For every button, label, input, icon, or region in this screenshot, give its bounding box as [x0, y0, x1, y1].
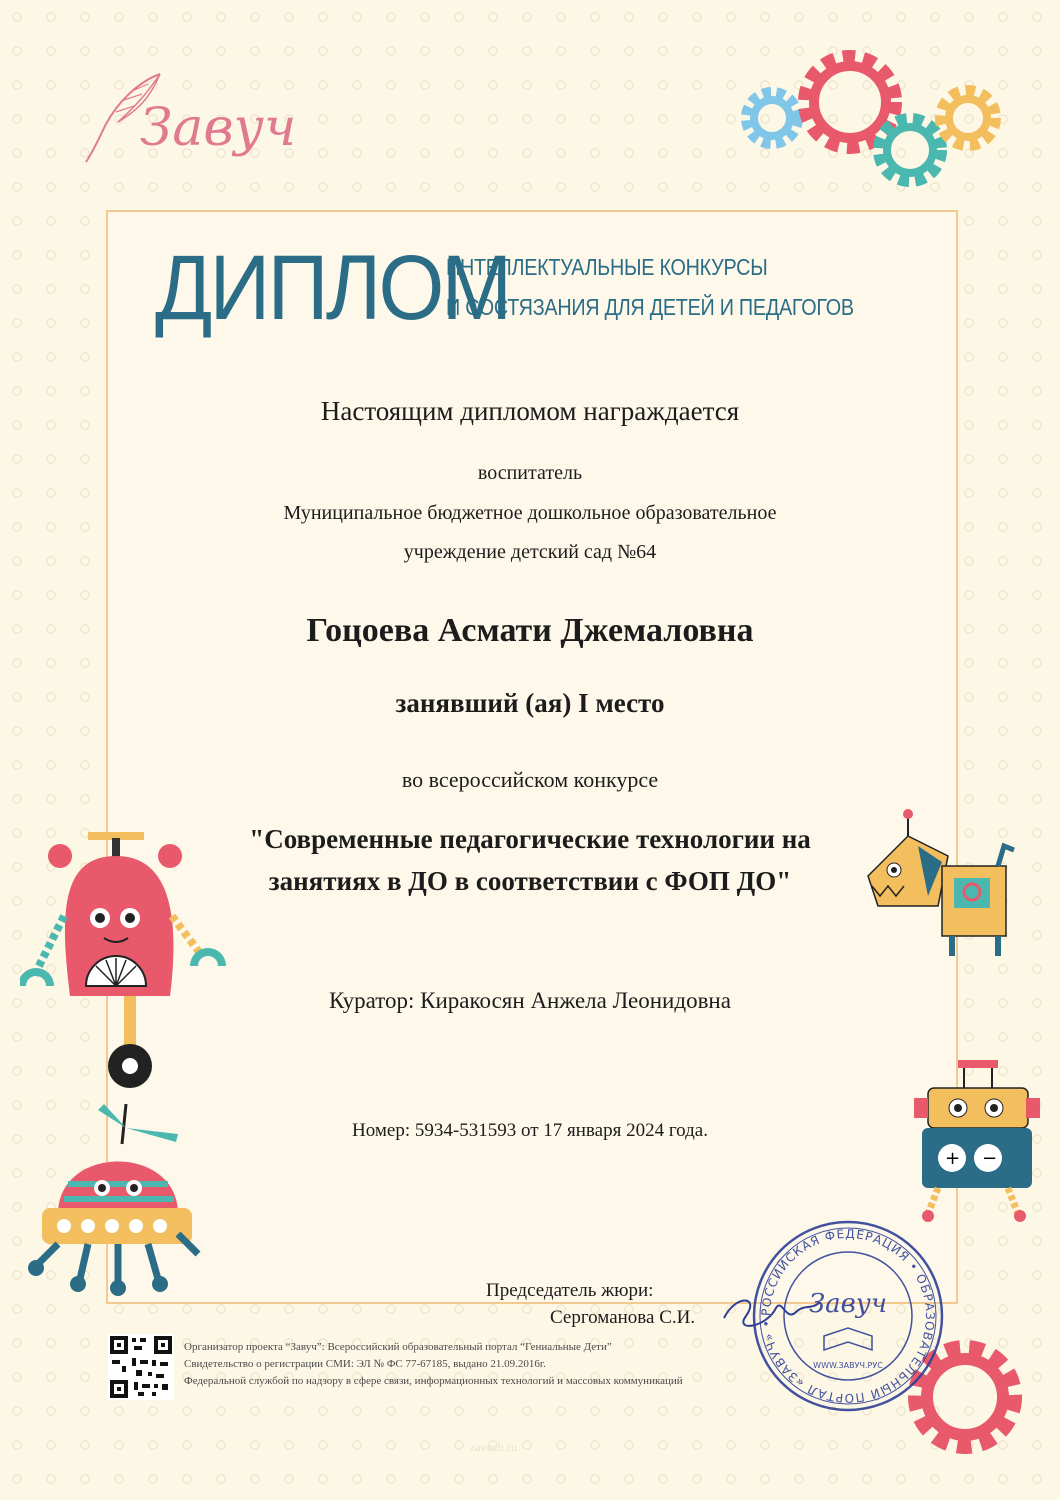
recipient-role: воспитатель: [477, 462, 583, 484]
gear-icon: [748, 94, 796, 142]
curator-text: Куратор: Киракосян Анжела Леонидовна: [329, 988, 731, 1013]
svg-text:+: +: [945, 1148, 961, 1169]
svg-text:WWW.ЗАВУЧ.РУС: WWW.ЗАВУЧ.РУС: [813, 1361, 883, 1370]
gear-icon: [942, 92, 994, 144]
place-text: занявший (ая) I место: [395, 688, 665, 718]
jury-chair-name: Сергоманова С.И.: [550, 1307, 696, 1328]
diploma-title: ДИПЛОМ: [155, 237, 510, 339]
zavuch-logo: [78, 62, 308, 172]
organization-line1: Муниципальное бюджетное дошкольное образовательное: [283, 502, 777, 524]
contest-title-line2: занятиях в ДО в соответствии с ФОП ДО": [268, 866, 792, 896]
qr-code: [108, 1334, 174, 1400]
contest-title-line1: "Современные педагогические технологии на: [249, 824, 811, 854]
recipient-name: Гоцоева Асмати Джемаловна: [306, 612, 754, 649]
footer-authority: Федеральной службой по надзору в сфере связи, информационных технологий и массовых коммуникаций: [184, 1375, 683, 1387]
awarded-text: Настоящим дипломом награждается: [320, 396, 740, 426]
gears-decoration: [730, 40, 1020, 190]
svg-text:РОССИЙСКАЯ ФЕДЕРАЦИЯ • ОБРАЗОВ: РОССИЙСКАЯ ФЕДЕРАЦИЯ • ОБРАЗОВАТЕЛЬНЫЙ ПОРТАЛ «ЗАВУЧ» •: [758, 1226, 938, 1406]
footer-registration: Свидетельство о регистрации СМИ: ЭЛ № ФС 77-67185, выдано 21.09.2016г.: [184, 1358, 546, 1370]
organization-line2: учреждение детский сад №64: [403, 541, 657, 563]
robot-calculator-illustration: [908, 1054, 1043, 1234]
gear-icon: [806, 58, 894, 146]
footer-organizer: Организатор проекта “Завуч”: Всероссийский образовательный портал “Гениальные Дети”: [184, 1341, 612, 1353]
svg-text:−: −: [982, 1148, 998, 1169]
logo-text: Завуч: [140, 98, 297, 158]
signature: [716, 1288, 826, 1338]
bottom-watermark: zavuch.ru: [470, 1440, 517, 1454]
gear-icon: [880, 120, 940, 180]
contest-intro: во всероссийском конкурсе: [401, 767, 659, 792]
diploma-subtitle-line1: ИНТЕЛЛЕКТУАЛЬНЫЕ КОНКУРСЫ: [446, 254, 768, 280]
diploma-subtitle-line2: И СОСТЯЗАНИЯ ДЛЯ ДЕТЕЙ И ПЕДАГОГОВ: [446, 294, 854, 320]
jury-label: Председатель жюри:: [486, 1280, 654, 1301]
svg-text:Завуч: Завуч: [808, 1289, 888, 1319]
robot-pink-illustration: [20, 826, 240, 1096]
diploma-number: Номер: 5934-531593 от 17 января 2024 года.: [352, 1120, 708, 1141]
robot-propeller-illustration: [18, 1104, 208, 1304]
robot-dog-illustration: [858, 806, 1018, 966]
